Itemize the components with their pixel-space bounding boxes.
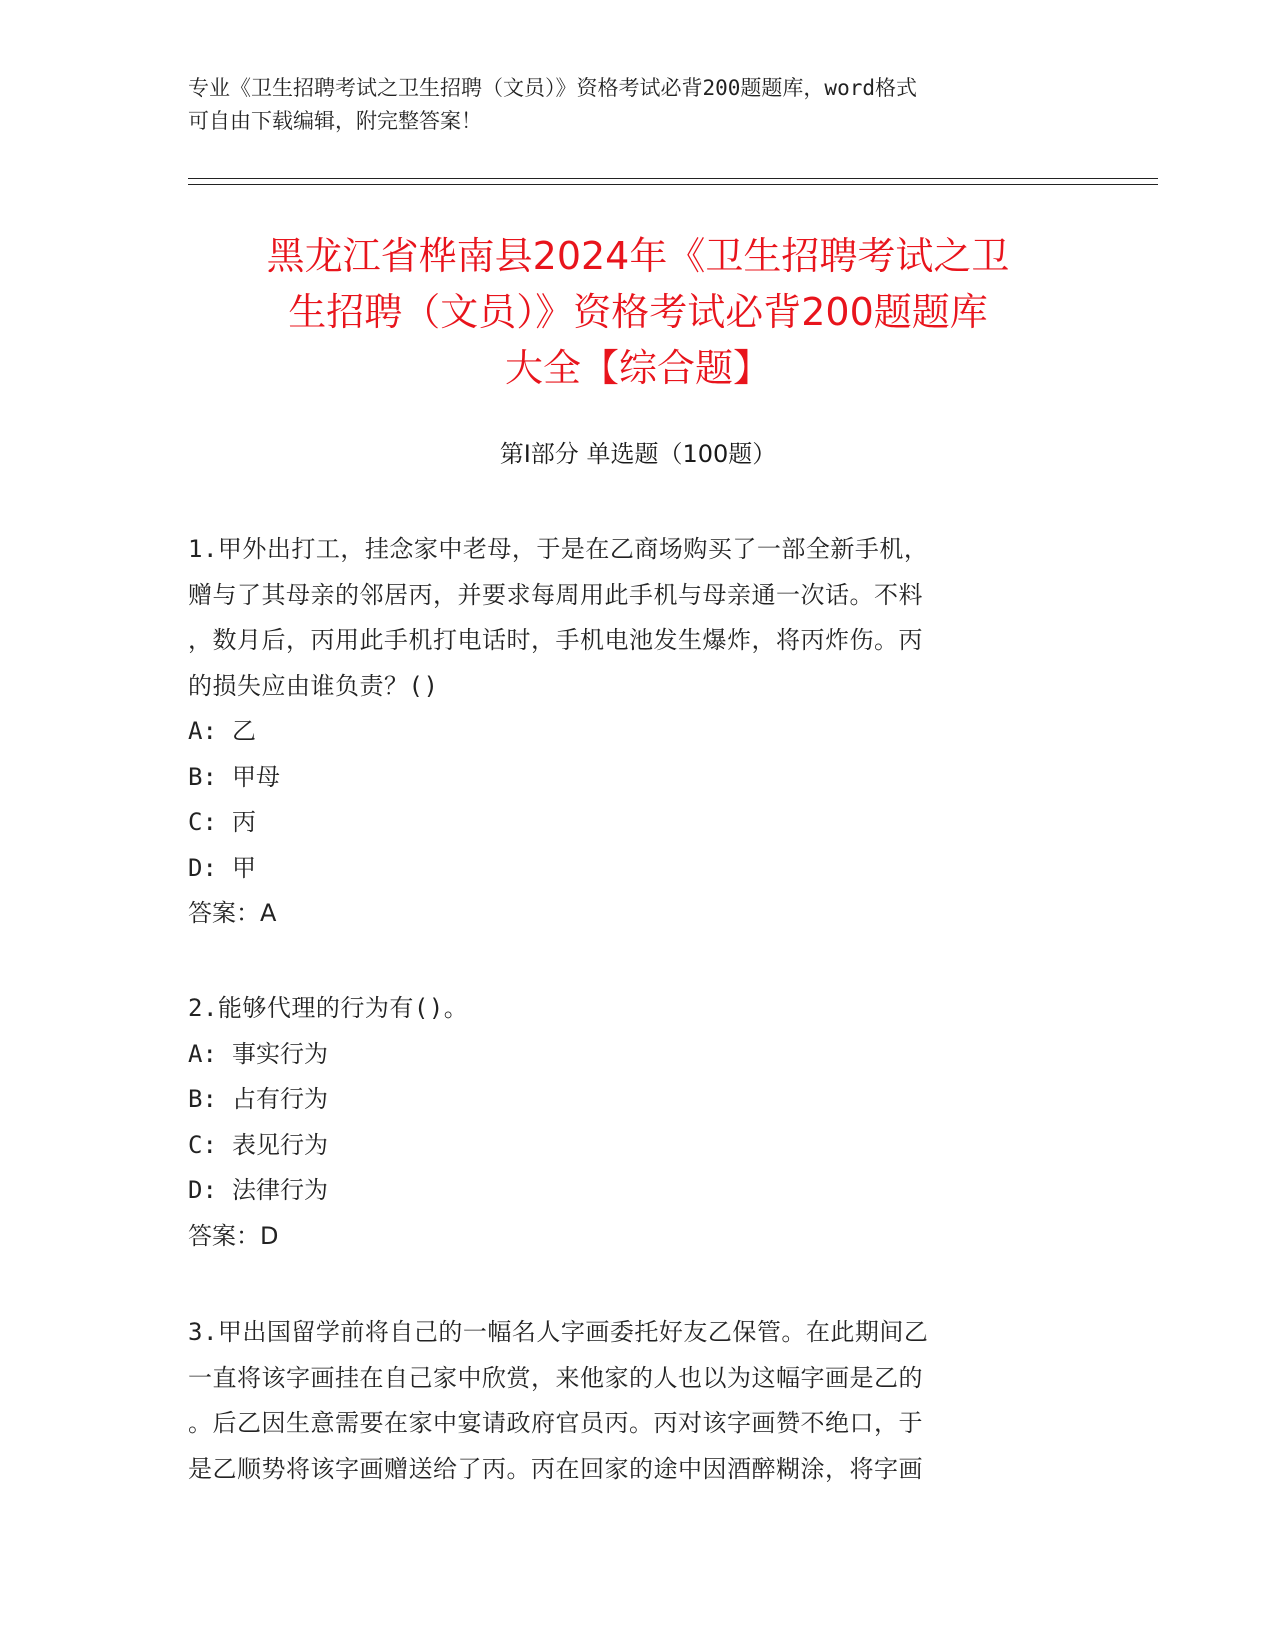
option-text: 事实行为 bbox=[232, 1039, 328, 1068]
option-d bbox=[188, 1168, 1068, 1214]
document-title bbox=[188, 228, 1088, 396]
option-text: 乙 bbox=[232, 717, 256, 745]
header-note bbox=[188, 72, 1088, 138]
question-stem bbox=[188, 527, 1068, 709]
question-3 bbox=[188, 1310, 1068, 1492]
answer: 答案：D bbox=[188, 1221, 279, 1250]
title-line: 黑龙江省桦南县2024年《卫生招聘考试之卫 bbox=[266, 234, 1010, 278]
stem-line: ，数月后，丙用此手机打电话时，手机电池发生爆炸，将丙炸伤。丙 bbox=[188, 626, 923, 654]
option-letter: C: bbox=[188, 808, 217, 836]
option-letter: C: bbox=[188, 1130, 217, 1159]
question-1 bbox=[188, 527, 1068, 937]
option-a bbox=[188, 1032, 1068, 1078]
title-line: 大全【综合题】 bbox=[504, 346, 771, 390]
stem-line: 1.甲外出打工，挂念家中老母，于是在乙商场购买了一部全新手机， bbox=[188, 535, 929, 563]
stem-line: 。后乙因生意需要在家中宴请政府官员丙。丙对该字画赞不绝口，于 bbox=[188, 1409, 923, 1437]
header-divider bbox=[188, 178, 1158, 179]
option-text: 占有行为 bbox=[232, 1085, 328, 1113]
title-line: 生招聘（文员）》资格考试必背200题题库 bbox=[288, 290, 988, 334]
header-divider bbox=[188, 184, 1158, 185]
stem-line: 2.能够代理的行为有()。 bbox=[188, 994, 469, 1022]
option-a bbox=[188, 709, 1068, 755]
stem-line: 一直将该字画挂在自己家中欣赏，来他家的人也以为这幅字画是乙的 bbox=[188, 1363, 923, 1392]
option-letter: D: bbox=[188, 853, 217, 882]
option-text: 表见行为 bbox=[232, 1130, 328, 1159]
option-text: 甲 bbox=[232, 853, 256, 882]
option-text: 丙 bbox=[232, 808, 256, 836]
question-stem bbox=[188, 986, 1068, 1032]
option-letter: B: bbox=[188, 762, 217, 791]
option-c bbox=[188, 1123, 1068, 1169]
question-stem bbox=[188, 1310, 1068, 1492]
option-c bbox=[188, 800, 1068, 846]
option-b bbox=[188, 1077, 1068, 1123]
option-text: 法律行为 bbox=[232, 1176, 328, 1204]
option-b bbox=[188, 755, 1068, 801]
option-letter: D: bbox=[188, 1176, 217, 1204]
question-2 bbox=[188, 986, 1068, 1259]
option-letter: A: bbox=[188, 1039, 217, 1068]
stem-line: 赠与了其母亲的邻居丙，并要求每周用此手机与母亲通一次话。不料 bbox=[188, 580, 923, 609]
stem-line: 是乙顺势将该字画赠送给了丙。丙在回家的途中因酒醉糊涂，将字画 bbox=[188, 1454, 923, 1483]
header-note-line: 可自由下载编辑，附完整答案！ bbox=[188, 109, 482, 133]
stem-line: 3.甲出国留学前将自己的一幅名人字画委托好友乙保管。在此期间乙 bbox=[188, 1318, 929, 1346]
stem-line: 的损失应由谁负责？() bbox=[188, 671, 439, 700]
section-title: 第Ⅰ部分 单选题（100题） bbox=[499, 440, 777, 468]
option-letter: A: bbox=[188, 717, 217, 745]
header-note-line: 专业《卫生招聘考试之卫生招聘（文员）》资格考试必背200题题库，word格式 bbox=[188, 76, 917, 100]
option-letter: B: bbox=[188, 1085, 217, 1113]
answer: 答案：A bbox=[188, 899, 277, 927]
option-text: 甲母 bbox=[232, 762, 280, 791]
option-d bbox=[188, 846, 1068, 892]
